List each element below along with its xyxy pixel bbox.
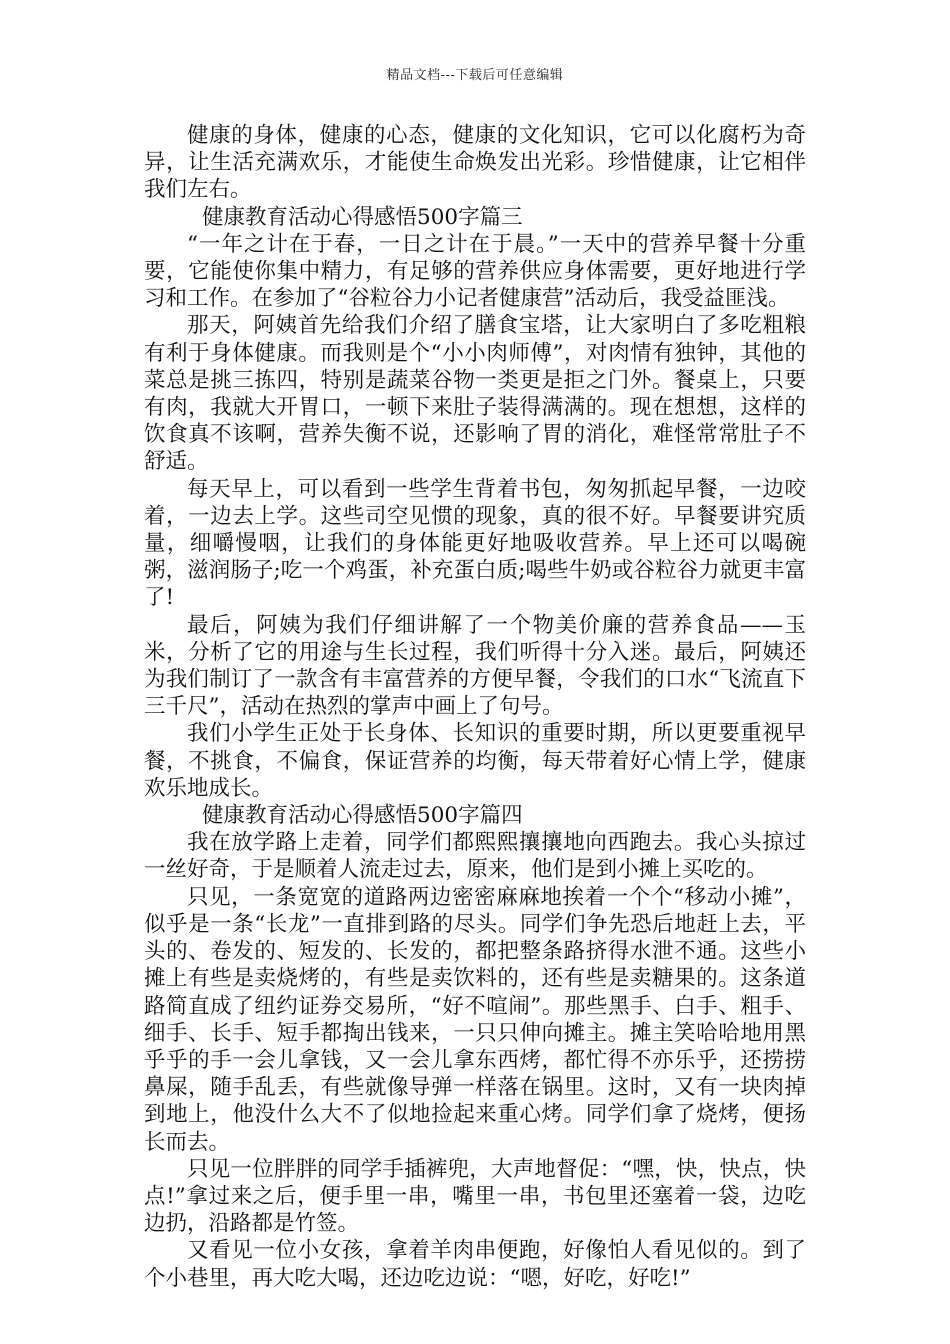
- document-body: [144, 122, 806, 1292]
- paragraph: 健康的身体，健康的心态，健康的文化知识，它可以化腐朽为奇异，让生活充满欢乐，才能使生命焕发出光彩。珍惜健康，让它相伴我们左右。: [144, 123, 806, 203]
- paragraph: 每天早上，可以看到一些学生背着书包，匆匆抓起早餐，一边咬着，一边去上学。这些司空见惯的现象，真的很不好。早餐要讲究质量，细嚼慢咽，让我们的身体能更好地吸收营养。早上还可以喝碗粥，滋润肠子;吃一个鸡蛋，补充蛋白质;喝些牛奶或谷粒谷力就更丰富了!: [144, 476, 806, 611]
- paragraph: 我们小学生正处于长身体、长知识的重要时期，所以更要重视早餐，不挑食，不偏食，保证营养的均衡，每天带着好心情上学，健康欢乐地成长。: [144, 721, 806, 801]
- paragraph: 只见，一条宽宽的道路两边密密麻麻地挨着一个个“移动小摊”，似乎是一条“长龙”一直排到路的尽头。同学们争先恐后地赶上去，平头的、卷发的、短发的、长发的，都把整条路挤得水泄不通。这些小摊上有些是卖烧烤的，有些是卖饮料的，还有些是卖糖果的。这条道路简直成了纽约证券交易所，“好不喧闹”。那些黑手、白手、粗手、细手、长手、短手都掏出钱来，一只只伸向摊主。摊主笑哈哈地用黑乎乎的手一会儿拿钱，又一会儿拿东西烤，都忙得不亦乐乎，还捞捞鼻屎，随手乱丢，有些就像导弹一样落在锅里。这时，又有一块肉掉到地上，他没什么大不了似地捡起来重心烤。同学们拿了烧烤，便扬长而去。: [144, 884, 806, 1155]
- paragraph: 又看见一位小女孩，拿着羊肉串便跑，好像怕人看见似的。到了个小巷里，再大吃大喝，还边吃边说：“嗯，好吃，好吃!”: [144, 1238, 806, 1291]
- paragraph: 那天，阿姨首先给我们介绍了膳食宝塔，让大家明白了多吃粗粮有利于身体健康。而我则是个“小小肉师傅”，对肉情有独钟，其他的菜总是挑三拣四，特别是蔬菜谷物一类更是拒之门外。餐桌上，只要有肉，我就大开胃口，一顿下来肚子装得满满的。现在想想，这样的饮食真不该啊，营养失衡不说，还影响了胃的消化，难怪常常肚子不舒适。: [144, 313, 806, 475]
- section-heading: 健康教育活动心得感悟500字篇四: [202, 803, 523, 829]
- paragraph: 只见一位胖胖的同学手插裤兜，大声地督促：“嘿，快，快点，快点!”拿过来之后，便手里一串，嘴里一串，书包里还塞着一袋，边吃边扔，沿路都是竹签。: [144, 1156, 806, 1237]
- page-header: 精品文档---下载后可任意编辑: [386, 68, 564, 83]
- paragraph: 我在放学路上走着，同学们都熙熙攘攘地向西跑去。我心头掠过一丝好奇，于是顺着人流走过去，原来，他们是到小摊上买吃的。: [144, 830, 806, 883]
- paragraph: 最后，阿姨为我们仔细讲解了一个物美价廉的营养食品——玉米，分析了它的用途与生长过程，我们听得十分入迷。最后，阿姨还为我们制订了一款含有丰富营养的方便早餐，令我们的口水“飞流直下三千尺”，活动在热烈的掌声中画上了句号。: [144, 612, 806, 720]
- section-heading: 健康教育活动心得感悟500字篇三: [202, 204, 523, 230]
- paragraph: “一年之计在于春，一日之计在于晨。”一天中的营养早餐十分重要，它能使你集中精力，有足够的营养供应身体需要，更好地进行学习和工作。在参加了“谷粒谷力小记者健康营”活动后，我受益匪浅。: [144, 231, 806, 312]
